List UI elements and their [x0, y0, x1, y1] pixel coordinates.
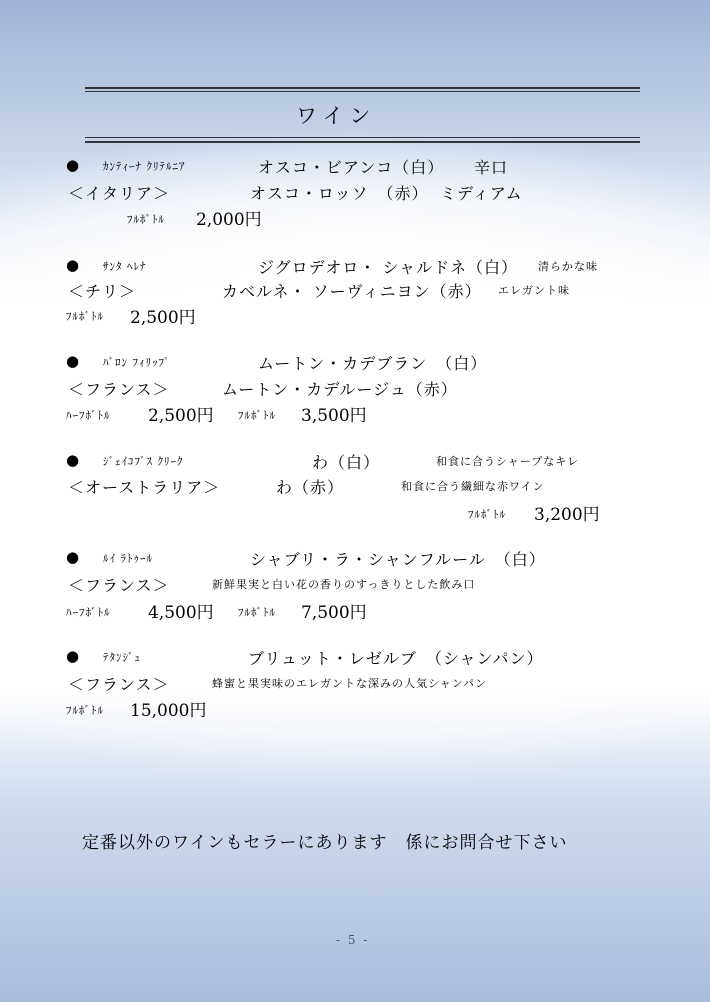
wine-taste: 辛口: [474, 158, 509, 177]
title-rule-bottom-thin: [85, 137, 640, 138]
producer-name: ﾃﾀﾝｼﾞｭ: [103, 651, 141, 664]
wine-description: 新鮮果実と白い花の香りのすっきりとした飲み口: [212, 578, 476, 591]
wine-name: ブリュット・レゼルブ （シャンパン）: [248, 649, 544, 668]
country-label: ＜オーストラリア＞: [68, 478, 221, 497]
full-bottle-label: ﾌﾙﾎﾞﾄﾙ: [66, 310, 104, 323]
country-label: ＜イタリア＞: [68, 184, 171, 203]
full-bottle-price: 7,500円: [301, 603, 367, 623]
title-rule-top: [85, 87, 640, 89]
wine-taste: 清らかな味: [538, 260, 598, 273]
wine-name: わ（赤）: [276, 478, 345, 497]
wine-description: 蜂蜜と果実味のエレガントな深みの人気シャンパン: [212, 677, 488, 690]
wine-name: シャブリ・ラ・シャンフルール （白）: [250, 550, 546, 569]
page-number: - 5 -: [336, 933, 370, 947]
full-bottle-price: 3,500円: [301, 406, 367, 426]
wine-taste: 和食に合うシャープなキレ: [436, 455, 580, 468]
bullet-icon: ●: [66, 352, 81, 370]
wine-taste: 和食に合う繊細な赤ワイン: [401, 480, 545, 493]
producer-name: ｻﾝﾀ ﾍﾚﾅ: [103, 260, 147, 273]
half-bottle-label: ﾊｰﾌﾎﾞﾄﾙ: [66, 606, 111, 619]
full-bottle-price: 2,500円: [130, 308, 196, 328]
wine-name: ムートン・カデルージュ（赤）: [222, 380, 458, 399]
bullet-icon: ●: [66, 156, 81, 174]
wine-taste: ミディアム: [440, 184, 523, 203]
producer-name: ｼﾞｪｲｺﾌﾞｽ ｸﾘｰｸ: [103, 455, 184, 468]
full-bottle-price: 3,200円: [534, 505, 600, 525]
half-bottle-price: 2,500円: [148, 406, 214, 426]
wine-taste: エレガント味: [498, 284, 570, 297]
bullet-icon: ●: [66, 647, 81, 665]
wine-name: ムートン・カデブラン （白）: [258, 354, 488, 373]
full-bottle-label: ﾌﾙﾎﾞﾄﾙ: [468, 508, 506, 521]
full-bottle-label: ﾌﾙﾎﾞﾄﾙ: [238, 606, 276, 619]
country-label: ＜チリ＞: [68, 282, 137, 301]
cellar-note: 定番以外のワインもセラーにあります 係にお問合せ下さい: [82, 833, 568, 853]
full-bottle-price: 15,000円: [130, 701, 207, 721]
full-bottle-price: 2,000円: [196, 210, 262, 230]
wine-name: ジグロデオロ・ シャルドネ（白）: [258, 258, 518, 277]
producer-name: ｶﾝﾃｨｰﾅ ｸﾘﾃﾙﾆｱ: [103, 160, 186, 173]
title-rule-top-thin: [85, 91, 640, 92]
title-rule-bottom: [85, 141, 640, 143]
full-bottle-label: ﾌﾙﾎﾞﾄﾙ: [66, 704, 104, 717]
bullet-icon: ●: [66, 451, 81, 469]
bullet-icon: ●: [66, 256, 81, 274]
bullet-icon: ●: [66, 548, 81, 566]
full-bottle-label: ﾌﾙﾎﾞﾄﾙ: [238, 409, 276, 422]
country-label: ＜フランス＞: [68, 380, 170, 399]
half-bottle-price: 4,500円: [148, 603, 214, 623]
producer-name: ﾙｲ ﾗﾄｩｰﾙ: [103, 552, 153, 565]
wine-name: オスコ・ビアンコ（白）: [258, 158, 445, 177]
producer-name: ﾊﾞﾛﾝ ﾌｨﾘｯﾌﾟ: [103, 356, 171, 369]
half-bottle-label: ﾊｰﾌﾎﾞﾄﾙ: [66, 409, 111, 422]
country-label: ＜フランス＞: [68, 576, 170, 595]
page-title: ワイン: [296, 104, 377, 128]
full-bottle-label: ﾌﾙﾎﾞﾄﾙ: [127, 213, 165, 226]
wine-name: カベルネ・ ソーヴィニヨン（赤）: [222, 282, 482, 301]
wine-name: オスコ・ロッソ （赤）: [250, 184, 429, 203]
country-label: ＜フランス＞: [68, 675, 170, 694]
wine-name: わ（白）: [312, 453, 381, 472]
